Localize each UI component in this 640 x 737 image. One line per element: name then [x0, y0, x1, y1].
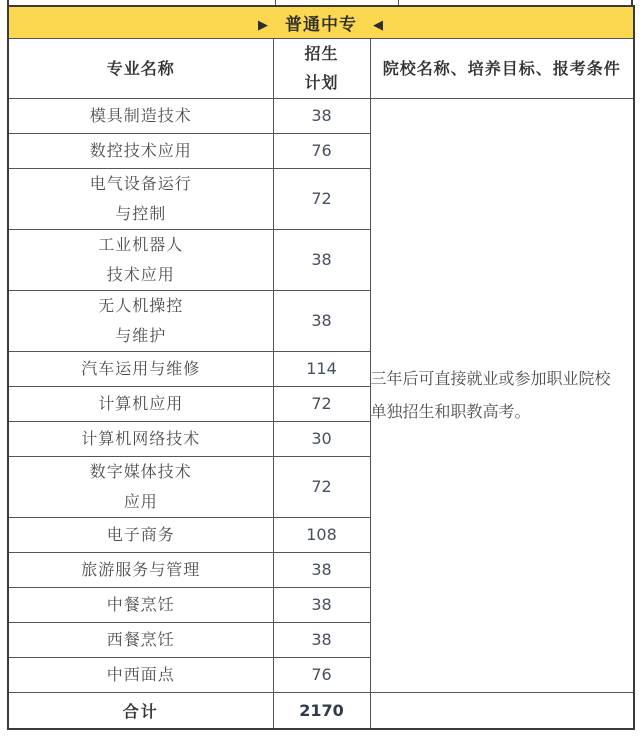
info-note-cell — [370, 98, 634, 692]
plan-cell: 72 — [273, 168, 370, 229]
section-banner — [8, 6, 634, 38]
plan-cell: 76 — [273, 657, 370, 692]
major-name-line: 技术应用 — [106, 264, 175, 284]
major-name-line: 电子商务 — [106, 524, 175, 544]
major-cell — [8, 587, 273, 622]
section-banner-row — [8, 6, 634, 38]
major-name-line: 数控技术应用 — [89, 140, 192, 160]
plan-cell: 38 — [273, 98, 370, 133]
plan-cell: 38 — [273, 587, 370, 622]
major-name-line: 无人机操控 — [98, 295, 184, 315]
plan-cell: 72 — [273, 456, 370, 517]
column-header-info: 院校名称、培养目标、报考条件 — [370, 38, 634, 98]
total-value: 2170 — [273, 692, 370, 729]
major-name-line: 旅游服务与管理 — [81, 559, 201, 579]
major-name-line: 数字媒体技术 — [89, 461, 192, 481]
plan-cell: 30 — [273, 421, 370, 456]
major-cell — [8, 229, 273, 290]
major-name-line: 中西面点 — [106, 664, 175, 684]
table-row — [8, 98, 634, 133]
plan-cell: 38 — [273, 552, 370, 587]
major-name-line: 计算机网络技术 — [81, 428, 201, 448]
plan-cell: 38 — [273, 229, 370, 290]
major-cell — [8, 290, 273, 351]
total-row — [8, 692, 634, 729]
column-header-major: 专业名称 — [8, 38, 273, 98]
major-name-line: 与维护 — [115, 325, 167, 345]
major-cell — [8, 517, 273, 552]
major-cell — [8, 421, 273, 456]
plan-cell: 38 — [273, 290, 370, 351]
major-name-line: 与控制 — [115, 203, 167, 223]
major-name-line: 工业机器人 — [98, 234, 184, 254]
major-cell — [8, 98, 273, 133]
plan-cell: 38 — [273, 622, 370, 657]
major-cell — [8, 351, 273, 386]
major-name-line: 汽车运用与维修 — [81, 358, 201, 378]
major-name-line: 电气设备运行 — [89, 173, 192, 193]
section-title: 普通中专 — [285, 14, 358, 35]
column-header-plan-line1: 招生 — [304, 44, 339, 63]
plan-cell: 72 — [273, 386, 370, 421]
left-triangle-icon: ◀ — [373, 17, 385, 33]
major-cell — [8, 386, 273, 421]
plan-cell: 76 — [273, 133, 370, 168]
enrollment-table — [7, 5, 635, 730]
major-cell — [8, 552, 273, 587]
plan-cell: 114 — [273, 351, 370, 386]
major-cell — [8, 133, 273, 168]
major-name-line: 西餐烹饪 — [106, 629, 175, 649]
table-header-row — [8, 38, 634, 98]
major-cell — [8, 456, 273, 517]
major-name-line: 模具制造技术 — [89, 105, 192, 125]
info-note-line: 三年后可直接就业或参加职业院校 — [370, 369, 611, 388]
info-note-line: 单独招生和职教高考。 — [370, 402, 531, 421]
major-cell — [8, 622, 273, 657]
total-info-cell-empty — [370, 692, 634, 729]
column-header-plan-line2: 计划 — [304, 73, 339, 92]
major-name-line: 计算机应用 — [98, 393, 184, 413]
major-name-line: 应用 — [123, 491, 158, 511]
plan-cell: 108 — [273, 517, 370, 552]
total-label: 合计 — [8, 692, 273, 729]
right-triangle-icon: ▶ — [258, 17, 270, 33]
major-cell — [8, 168, 273, 229]
major-name-line: 中餐烹饪 — [106, 594, 175, 614]
major-cell — [8, 657, 273, 692]
column-header-plan — [273, 38, 370, 98]
